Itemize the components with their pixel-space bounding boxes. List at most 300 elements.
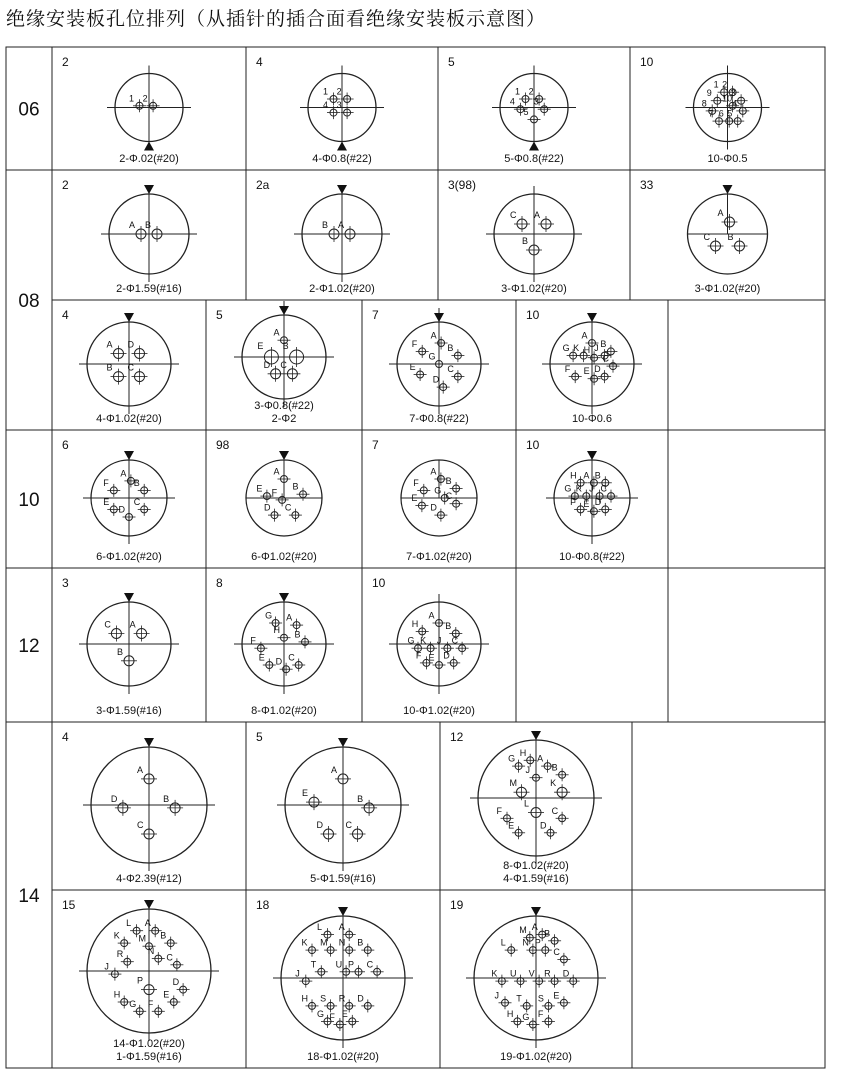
pin-label: D	[118, 504, 125, 515]
key-arrow-icon	[124, 313, 134, 322]
pin-label: G	[265, 610, 273, 621]
contact-pin	[302, 993, 319, 1012]
pin-label: G	[562, 343, 570, 354]
contact-pin	[103, 478, 120, 497]
key-arrow-icon	[337, 142, 347, 151]
pin-label: E	[258, 652, 265, 663]
pin-label: E	[257, 341, 264, 351]
insert-cell	[216, 568, 362, 722]
insert-code: 10	[526, 438, 540, 452]
insert-code: 18	[256, 898, 270, 912]
pin-label: J	[494, 990, 499, 1001]
pin-label: R	[338, 993, 346, 1004]
contact-spec-caption: 3-Φ1.02(#20)	[501, 283, 567, 295]
pin-label: D	[540, 820, 547, 831]
pin-label: F	[564, 364, 571, 375]
contact-spec-caption: 5-Φ1.59(#16)	[310, 873, 376, 885]
pin-label: K	[491, 968, 498, 979]
contact-pin	[331, 765, 351, 787]
pin-label: C	[137, 820, 144, 830]
pin-label: G	[317, 1008, 325, 1019]
contact-pin	[339, 938, 356, 957]
pin-label: B	[292, 481, 299, 492]
pin-label: A	[430, 330, 437, 341]
pin-label: D	[357, 993, 364, 1004]
contact-pin	[447, 343, 464, 362]
pin-label: C	[553, 946, 560, 957]
contact-pin	[526, 765, 543, 784]
contact-pin	[128, 340, 148, 362]
insert-cell	[256, 170, 438, 300]
contact-spec-caption: 6-Φ1.02(#20)	[96, 551, 162, 563]
insert-code: 5	[216, 308, 223, 322]
insert-code: 3	[62, 576, 69, 590]
pin-label: 3	[336, 100, 342, 111]
pin-label: 4	[323, 100, 329, 111]
contact-pin	[114, 931, 131, 950]
pin-label: C	[345, 820, 352, 830]
contact-spec-caption: 4-Φ2.39(#12)	[116, 873, 182, 885]
insert-code: 19	[450, 898, 464, 912]
pin-label: B	[600, 338, 607, 349]
pin-label: C	[127, 362, 134, 373]
pin-label: A	[531, 922, 538, 933]
insert-cell	[372, 430, 516, 568]
insert-cell	[640, 47, 825, 170]
contact-pin	[166, 952, 183, 971]
contact-spec-caption: 8-Φ1.02(#20)	[251, 705, 317, 717]
pin-label: D	[275, 656, 283, 667]
contact-pin	[524, 799, 544, 821]
contact-pin	[520, 748, 537, 767]
pin-label: C	[104, 619, 111, 630]
contact-pin	[553, 947, 570, 966]
shell-size-label: 12	[18, 636, 40, 657]
pin-label: F	[537, 1008, 544, 1019]
pin-label: B	[357, 937, 364, 948]
pin-label: C	[133, 496, 141, 507]
insert-code: 10	[526, 308, 540, 322]
pin-label: A	[537, 753, 544, 764]
contact-spec-caption: 2-Φ1.02(#20)	[309, 283, 375, 295]
insert-cell	[62, 47, 246, 170]
contact-pin	[259, 653, 276, 672]
insert-code: 5	[256, 730, 263, 744]
contact-pin	[317, 820, 337, 842]
pin-label: 2	[528, 86, 534, 97]
pin-label: J	[589, 483, 594, 494]
shell-size-label: 06	[18, 99, 40, 121]
pin-label: F	[411, 338, 418, 349]
shell-size-label: 14	[18, 886, 40, 907]
contact-pin	[130, 620, 150, 642]
contact-spec-caption: 4-Φ0.8(#22)	[312, 153, 372, 165]
contact-spec-caption: 10-Φ1.02(#20)	[403, 705, 475, 717]
pin-label: S	[320, 993, 327, 1004]
page-title: 绝缘安装板孔位排列（从插针的插合面看绝缘安装板示意图）	[6, 8, 547, 30]
contact-spec-caption: 3-Φ1.02(#20)	[694, 283, 761, 295]
contact-pin	[338, 220, 358, 242]
contact-spec-caption: 7-Φ0.8(#22)	[409, 413, 469, 425]
pin-label: 1	[323, 86, 329, 97]
pin-label: 2	[142, 93, 148, 104]
contact-pin	[114, 990, 131, 1009]
pin-label: P	[534, 937, 541, 948]
pin-label: C	[600, 483, 607, 494]
pin-label: 1	[128, 93, 134, 104]
insert-cell	[448, 170, 630, 300]
insert-cell	[62, 170, 246, 300]
pin-label: B	[322, 220, 329, 230]
pin-label: H	[506, 1008, 514, 1019]
contact-spec-caption: 4-Φ1.59(#16)	[503, 873, 569, 885]
pin-label: C	[445, 491, 453, 502]
contact-spec-caption: 19-Φ1.02(#20)	[500, 1051, 572, 1063]
pin-label: N	[338, 937, 346, 948]
pin-label: 8	[701, 98, 707, 109]
pin-label: D	[430, 502, 437, 513]
contact-pin	[522, 236, 542, 258]
pin-label: M	[509, 778, 517, 789]
contact-pin	[447, 364, 464, 383]
contact-pin	[534, 210, 554, 232]
contact-pin	[107, 363, 127, 385]
pin-label: D	[263, 359, 271, 370]
insert-cell	[62, 430, 206, 568]
contact-spec-caption: 8-Φ1.02(#20)	[503, 860, 569, 872]
contact-pin	[117, 949, 134, 968]
contact-pin	[704, 232, 724, 254]
pin-label: A	[137, 764, 144, 775]
insert-code: 6	[62, 438, 69, 452]
pin-label: H	[519, 747, 527, 758]
pin-label: K	[573, 343, 580, 354]
pin-label: L	[317, 922, 323, 933]
insert-code: 12	[450, 730, 464, 744]
pin-label: N	[522, 937, 529, 948]
contact-spec-caption: 2-Φ.02(#20)	[119, 153, 179, 165]
contact-pin	[129, 999, 146, 1018]
contact-pin	[601, 484, 618, 503]
pin-label: D	[264, 502, 271, 513]
pin-label: V	[528, 968, 535, 979]
pin-label: A	[430, 466, 437, 477]
contact-pin	[128, 363, 148, 385]
contact-pin	[522, 1012, 539, 1031]
contact-pin	[507, 1009, 524, 1028]
insert-cell	[62, 300, 206, 430]
contact-pin	[320, 938, 337, 957]
pin-label: H	[273, 625, 280, 636]
pin-label: A	[106, 339, 113, 350]
insert-code: 10	[372, 576, 386, 590]
contact-spec-caption: 10-Φ0.5	[707, 153, 748, 165]
pin-label: B	[544, 928, 551, 939]
insert-code: 2	[62, 55, 69, 69]
pin-label: B	[594, 470, 601, 481]
pin-label: C	[166, 952, 173, 963]
contact-pin	[367, 959, 384, 978]
pin-label: D	[562, 968, 570, 979]
pin-label: B	[163, 793, 170, 804]
pin-label: D	[594, 364, 601, 375]
contact-pin	[148, 999, 165, 1018]
pin-label: G	[129, 998, 137, 1009]
pin-label: A	[717, 208, 724, 218]
contact-pin	[285, 503, 302, 522]
pin-label: F	[329, 1012, 335, 1022]
pin-label: C	[703, 232, 710, 242]
pin-label: M	[138, 933, 146, 944]
pin-label: E	[163, 989, 170, 1000]
pin-label: A	[331, 764, 338, 775]
pin-label: M	[519, 925, 527, 936]
key-arrow-icon	[337, 185, 347, 194]
contact-pin	[163, 990, 180, 1009]
insert-cell	[640, 170, 825, 300]
pin-label: E	[409, 362, 416, 372]
insert-code: 98	[216, 438, 230, 452]
key-arrow-icon	[587, 451, 597, 460]
pin-label: A	[338, 922, 345, 933]
pin-label: D	[127, 339, 134, 350]
pin-label: K	[301, 937, 308, 948]
insert-cell	[372, 568, 516, 722]
pin-label: D	[594, 496, 602, 507]
insert-code: 5	[448, 55, 455, 69]
pin-label: 3	[533, 96, 539, 107]
pin-label: K	[575, 483, 582, 494]
contact-pin	[516, 993, 533, 1012]
pin-label: B	[447, 343, 454, 354]
pin-label: 5	[727, 108, 733, 119]
pin-label: B	[727, 232, 734, 242]
contact-spec-caption: 5-Φ0.8(#22)	[504, 153, 564, 165]
pin-label: H	[583, 345, 591, 356]
insert-cell	[526, 300, 668, 430]
pin-label: F	[570, 496, 576, 507]
pin-label: C	[366, 959, 374, 970]
pin-label: C	[451, 635, 459, 646]
contact-spec-caption: 2-Φ1.59(#16)	[116, 283, 182, 295]
insert-code: 33	[640, 178, 654, 192]
pin-label: J	[104, 961, 109, 972]
contact-pin	[274, 625, 291, 644]
contact-spec-caption: 3-Φ0.8(#22)	[254, 400, 314, 412]
pin-label: E	[302, 788, 309, 799]
insert-code: 4	[62, 308, 69, 322]
pin-label: F	[413, 477, 419, 488]
pin-label: F	[103, 477, 109, 488]
pin-label: 10	[722, 93, 733, 104]
pin-label: A	[581, 330, 588, 341]
pin-label: C	[288, 652, 295, 663]
pin-label: G	[407, 635, 415, 646]
key-arrow-icon	[124, 593, 134, 602]
pin-label: G	[434, 485, 442, 496]
pin-label: P	[137, 975, 144, 986]
contact-spec-caption: 14-Φ1.02(#20)	[113, 1038, 185, 1050]
pin-label: B	[294, 629, 301, 640]
pin-label: 6	[718, 108, 724, 119]
pin-label: E	[103, 496, 110, 507]
pin-label: F	[271, 487, 278, 498]
pin-label: A	[120, 468, 127, 479]
contact-pin	[501, 938, 518, 957]
pin-label: K	[550, 778, 557, 789]
pin-label: R	[544, 968, 551, 979]
pin-label: 5	[523, 106, 529, 117]
pin-label: K	[113, 930, 120, 941]
pin-label: L	[500, 937, 506, 948]
contact-pin	[337, 100, 354, 119]
pin-label: H	[301, 993, 308, 1004]
pin-label: U	[510, 968, 517, 979]
contact-pin	[107, 340, 127, 362]
pin-label: B	[445, 476, 452, 486]
pin-label: J	[594, 343, 599, 354]
pin-label: 2	[722, 79, 728, 90]
pin-label: L	[524, 798, 530, 809]
pin-label: H	[570, 470, 577, 481]
key-arrow-icon	[338, 738, 348, 747]
contact-pin	[411, 493, 428, 512]
pin-label: E	[553, 990, 560, 1001]
pin-label: E	[411, 493, 418, 504]
pin-label: D	[316, 820, 323, 830]
contact-pin	[137, 976, 157, 998]
insert-code: 2	[62, 178, 69, 192]
pin-label: B	[160, 930, 167, 941]
contact-pin	[173, 977, 190, 996]
pin-label: B	[117, 646, 124, 657]
pin-label: A	[273, 466, 280, 477]
insert-code: 10	[640, 55, 654, 69]
contact-pin	[302, 938, 319, 957]
contact-spec-caption: 18-Φ1.02(#20)	[307, 1051, 379, 1063]
insert-cell	[256, 722, 440, 890]
insert-code: 15	[62, 898, 76, 912]
contact-pin	[348, 959, 365, 978]
contact-pin	[302, 788, 322, 810]
pin-label: D	[432, 374, 440, 385]
pin-label: C	[447, 364, 454, 375]
pin-label: B	[106, 362, 113, 373]
pin-label: C	[280, 359, 287, 370]
pin-label: H	[411, 618, 419, 629]
key-arrow-icon	[144, 900, 154, 909]
pin-label: 1	[713, 79, 719, 90]
key-arrow-icon	[144, 142, 154, 151]
insert-cell	[448, 47, 630, 170]
shell-size-label: 10	[18, 490, 40, 511]
insert-cell	[62, 890, 246, 1068]
pin-label: F	[250, 635, 256, 646]
insert-cell	[216, 300, 362, 430]
key-arrow-icon	[587, 313, 597, 322]
contact-pin	[137, 820, 157, 842]
insert-code: 4	[256, 55, 263, 69]
insert-cell	[526, 430, 668, 568]
contact-pin	[295, 629, 312, 648]
contact-pin	[311, 959, 328, 978]
insert-code: 2a	[256, 178, 270, 192]
pin-label: U	[335, 959, 343, 970]
pin-label: 1	[515, 86, 521, 97]
contact-pin	[510, 778, 530, 800]
pin-label: J	[295, 968, 300, 979]
pin-label: B	[357, 793, 364, 804]
key-arrow-icon	[279, 306, 289, 315]
contact-pin	[446, 491, 463, 510]
contact-pin	[433, 375, 450, 394]
contact-pin	[429, 352, 446, 371]
pin-label: 2	[336, 86, 342, 97]
pin-label: B	[133, 477, 140, 488]
contact-pin	[495, 990, 512, 1009]
contact-pin	[288, 653, 305, 672]
contact-spec-caption: 1-Φ1.59(#16)	[116, 1051, 182, 1063]
insert-code: 7	[372, 438, 379, 452]
pin-label: A	[273, 327, 280, 338]
insert-cell	[450, 722, 632, 890]
pin-label: 7	[708, 108, 714, 119]
contact-pin	[553, 990, 570, 1009]
key-arrow-icon	[279, 593, 289, 602]
insert-code: 3(98)	[448, 178, 477, 192]
insert-cell	[450, 890, 632, 1068]
contact-pin	[119, 505, 136, 524]
pin-label: E	[341, 1008, 348, 1019]
shell-size-label: 08	[18, 291, 40, 312]
pin-label: B	[445, 621, 452, 631]
contact-pin	[728, 232, 748, 254]
contact-pin	[145, 918, 162, 937]
pin-label: F	[496, 805, 502, 816]
contact-spec-caption: 10-Φ0.8(#22)	[559, 551, 625, 563]
key-arrow-icon	[144, 738, 154, 747]
pin-label: T	[516, 993, 522, 1004]
pin-label: 9	[706, 88, 712, 99]
pin-label: T	[310, 959, 317, 970]
contact-pin	[510, 210, 530, 232]
contact-pin	[550, 778, 570, 800]
pin-label: A	[534, 210, 541, 220]
pin-label: G	[508, 753, 516, 764]
pin-label: H	[113, 989, 121, 1000]
pin-label: C	[510, 210, 517, 220]
contact-pin	[508, 820, 525, 839]
insert-cell	[216, 430, 362, 568]
insert-cell	[256, 890, 440, 1068]
key-arrow-icon	[279, 451, 289, 460]
contact-pin	[544, 928, 561, 947]
contact-pin	[565, 364, 582, 383]
contact-pin	[137, 765, 157, 787]
pin-label: D	[172, 977, 180, 988]
contact-pin	[143, 93, 160, 112]
pin-label: C	[602, 353, 609, 364]
pin-label: F	[415, 650, 422, 661]
pin-label: D	[110, 793, 118, 804]
contact-pin	[145, 220, 165, 242]
pin-label: 3	[730, 88, 736, 99]
contact-pin	[552, 806, 569, 825]
pin-label: M	[320, 937, 328, 948]
pin-label: J	[436, 635, 442, 646]
contact-spec-caption: 7-Φ1.02(#20)	[406, 551, 472, 563]
contact-pin	[410, 362, 427, 381]
